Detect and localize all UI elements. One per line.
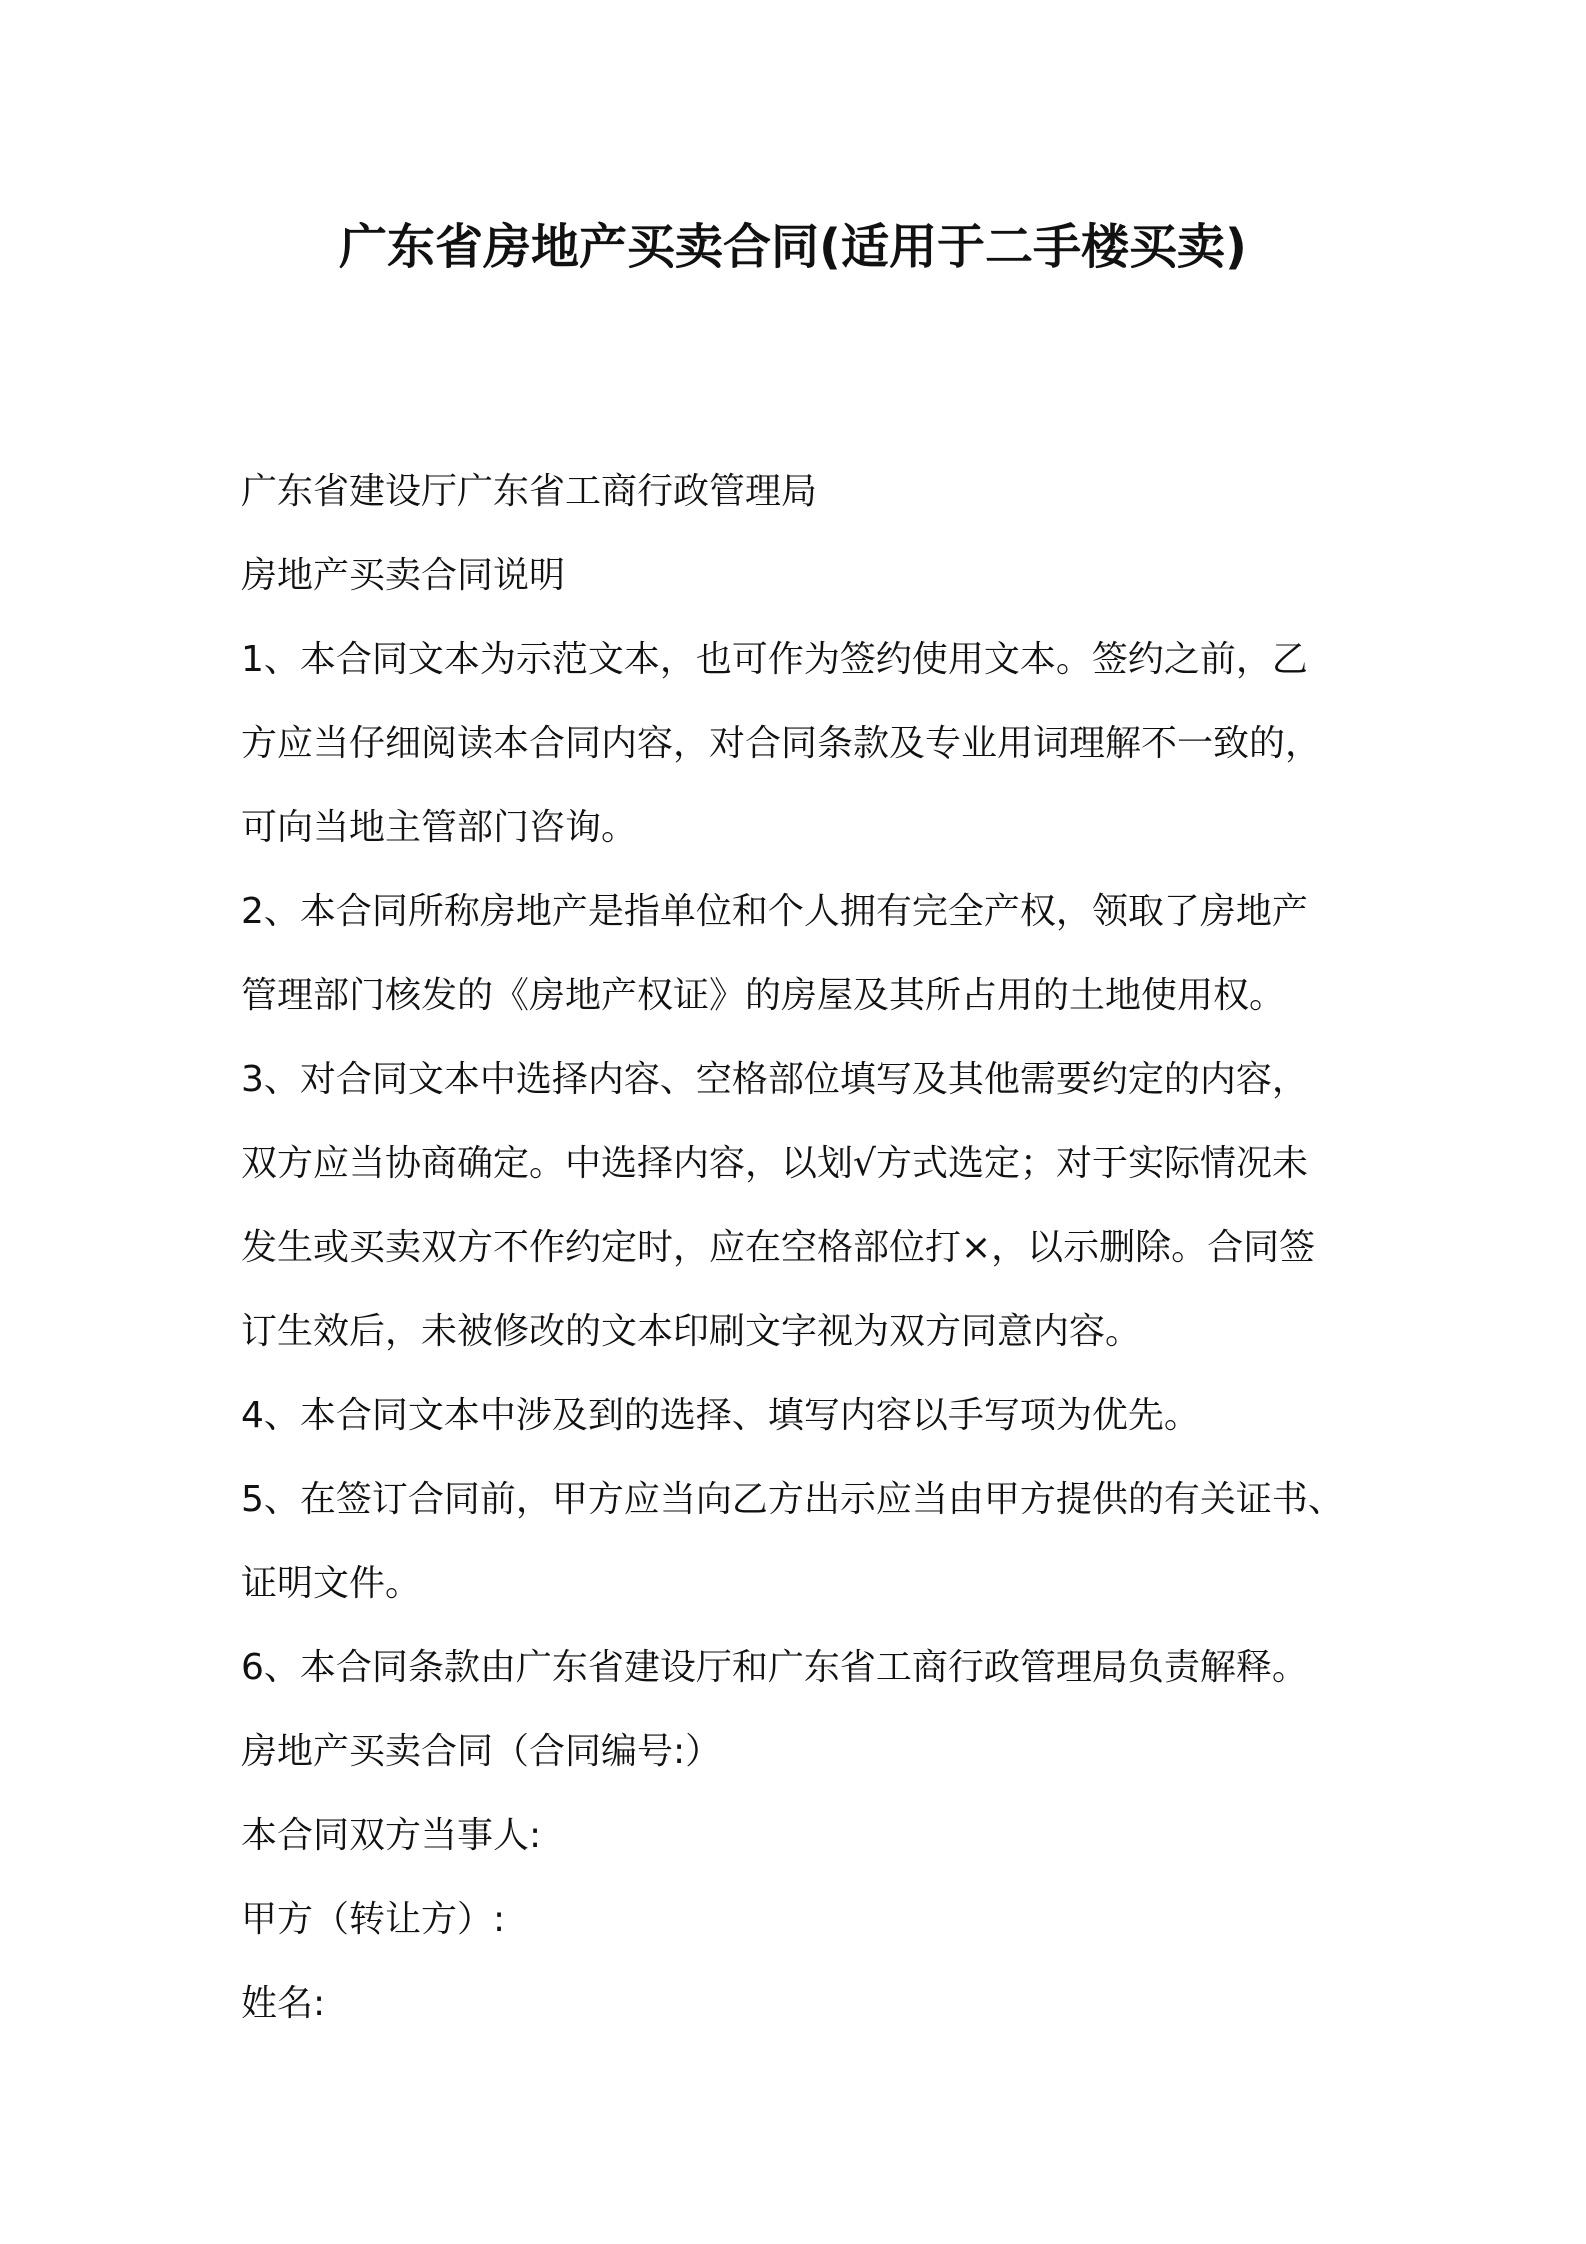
paragraph-line: 发生或买卖双方不作约定时，应在空格部位打×，以示删除。合同签 <box>241 1227 1316 1268</box>
parties-label: 本合同双方当事人: <box>241 1815 542 1856</box>
issuer-line: 广东省建设厅广东省工商行政管理局 <box>241 471 818 512</box>
paragraph-line: 订生效后，未被修改的文本印刷文字视为双方同意内容。 <box>241 1311 1142 1352</box>
paragraph-line: 4、本合同文本中涉及到的选择、填写内容以手写项为优先。 <box>241 1395 1200 1436</box>
document-title: 广东省房地产买卖合同(适用于二手楼买卖) <box>339 219 1247 275</box>
name-field-label: 姓名: <box>241 1983 326 2024</box>
section-heading: 房地产买卖合同说明 <box>241 555 566 596</box>
paragraph-line: 证明文件。 <box>241 1563 422 1604</box>
contract-heading: 房地产买卖合同（合同编号:） <box>241 1731 722 1772</box>
document-body <box>241 450 1381 2046</box>
paragraph-line: 3、对合同文本中选择内容、空格部位填写及其他需要约定的内容， <box>241 1059 1308 1100</box>
party-a-label: 甲方（转让方）: <box>241 1899 506 1940</box>
paragraph-line: 管理部门核发的《房地产权证》的房屋及其所占用的土地使用权。 <box>241 975 1286 1016</box>
paragraph-line: 1、本合同文本为示范文本，也可作为签约使用文本。签约之前，乙 <box>241 639 1308 680</box>
paragraph-line: 双方应当协商确定。中选择内容，以划√方式选定；对于实际情况未 <box>241 1143 1308 1184</box>
paragraph-line: 可向当地主管部门咨询。 <box>241 807 638 848</box>
paragraph-line: 6、本合同条款由广东省建设厅和广东省工商行政管理局负责解释。 <box>241 1647 1308 1688</box>
paragraph-line: 2、本合同所称房地产是指单位和个人拥有完全产权，领取了房地产 <box>241 891 1308 932</box>
paragraph-line: 方应当仔细阅读本合同内容，对合同条款及专业用词理解不一致的， <box>241 723 1322 764</box>
paragraph-line: 5、在签订合同前，甲方应当向乙方出示应当由甲方提供的有关证书、 <box>241 1479 1344 1520</box>
